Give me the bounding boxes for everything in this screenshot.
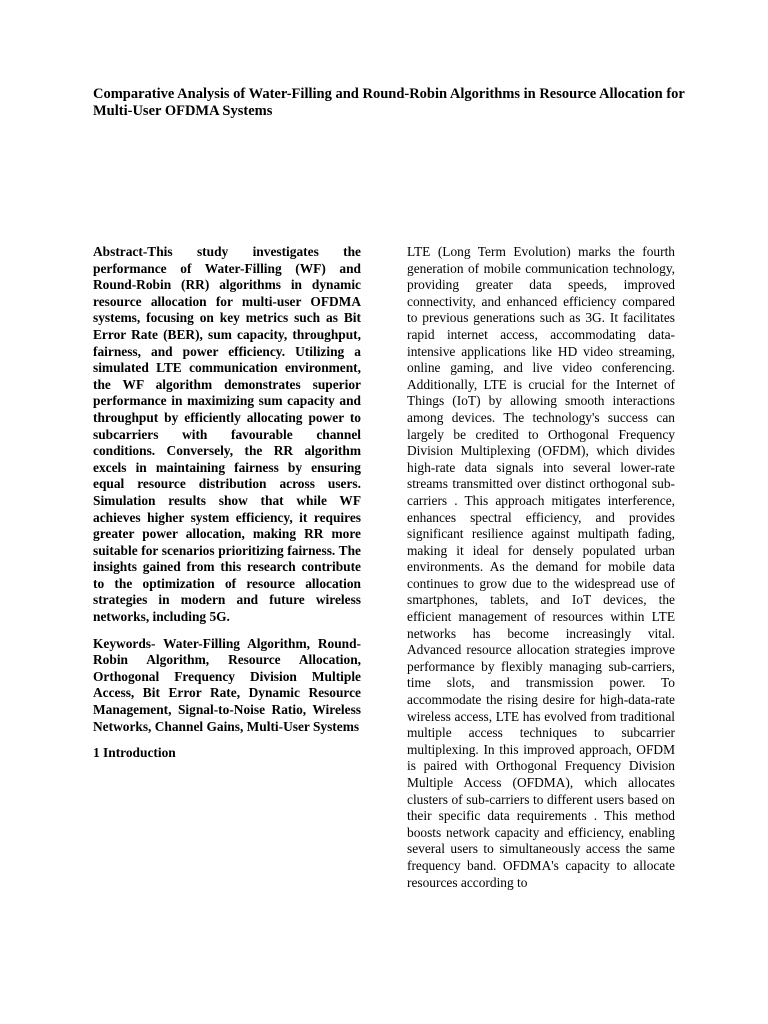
paper-title: Comparative Analysis of Water-Filling and Round-Robin Algorithms in Resource Allocation for Multi-User OFDMA Systems — [93, 86, 685, 119]
left-column — [93, 244, 361, 762]
introduction-paragraph: LTE (Long Term Evolution) marks the fourth generation of mobile communication technology, providing greater data speeds, improved connectivity, and enhanced efficiency compared to previous generations such as 3G. It facilitates rapid internet access, accommodating data-intensive applications like HD video streaming, online gaming, and live video conferencing. Additionally, LTE is crucial for the Internet of Things (IoT) by allowing smooth interactions among devices. The technology's success can largely be credited to Orthogonal Frequency Division Multiplexing (OFDM), which divides high-rate data signals into several lower-rate streams transmitted over distinct orthogonal sub-carriers . This approach mitigates interference, enhances spectral efficiency, and provides significant resilience against multipath fading, making it ideal for densely populated urban environments. As the demand for mobile data continues to grow due to the widespread use of smartphones, tablets, and IoT devices, the efficient management of resources within LTE networks has become increasingly vital. Advanced resource allocation strategies improve performance by flexibly managing sub-carriers, time slots, and transmission power. To accommodate the rising desire for high-data-rate wireless access, LTE has evolved from traditional multiple access techniques to subcarrier multiplexing. In this improved approach, OFDM is paired with Orthogonal Frequency Division Multiple Access (OFDMA), which allocates clusters of sub-carriers to different users based on their specific data requirements . This method boosts network capacity and efficiency, enabling several users to simultaneously access the same frequency band. OFDMA's capacity to allocate resources according to — [407, 244, 675, 890]
right-column — [407, 244, 675, 891]
section-heading: 1 Introduction — [93, 745, 176, 761]
abstract-paragraph: Abstract-This study investigates the performance of Water-Filling (WF) and Round-Robin (RR) algorithms in dynamic resource allocation for multi-user OFDMA systems, focusing on key metrics such as Bit Error Rate (BER), sum capacity, throughput, fairness, and power efficiency. Utilizing a simulated LTE communication environment, the WF algorithm demonstrates superior performance in maximizing sum capacity and throughput by efficiently allocating power to subcarriers with favourable channel conditions. Conversely, the RR algorithm excels in maintaining fairness by ensuring equal resource distribution across users. Simulation results show that while WF achieves higher system efficiency, it requires greater power allocation, making RR more suitable for scenarios prioritizing fairness. The insights gained from this research contribute to the optimization of resource allocation strategies in modern and future wireless networks, including 5G. — [93, 244, 361, 625]
keywords-paragraph: Keywords- Water-Filling Algorithm, Round-Robin Algorithm, Resource Allocation, Orthogonal Frequency Division Multiple Access, Bit Error Rate, Dynamic Resource Management, Signal-to-Noise Ratio, Wireless Networks, Channel Gains, Multi-User Systems — [93, 635, 361, 734]
